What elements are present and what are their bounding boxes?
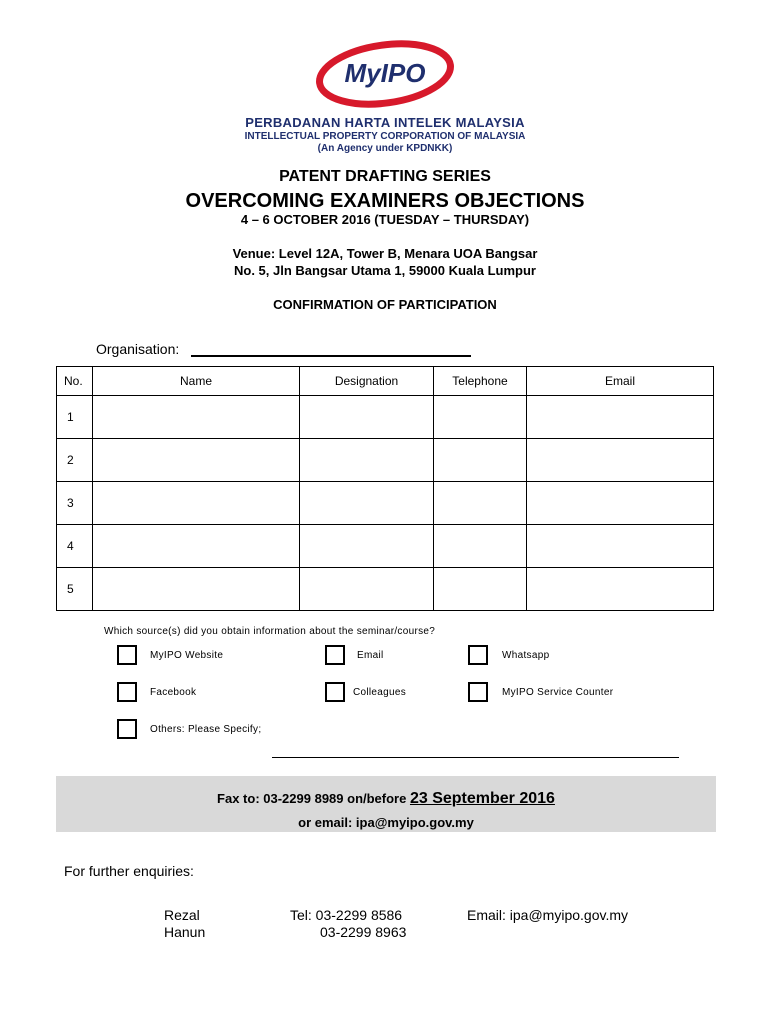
name-cell[interactable] — [93, 439, 300, 482]
designation-cell[interactable] — [300, 439, 434, 482]
enquiries-label: For further enquiries: — [64, 863, 194, 879]
table-row — [57, 568, 714, 611]
fax-prefix: Fax to: 03-2299 8989 on/before — [217, 791, 410, 806]
telephone-cell[interactable] — [434, 525, 527, 568]
telephone-cell[interactable] — [434, 568, 527, 611]
option-label-whatsapp: Whatsapp — [502, 650, 550, 661]
myipo-logo — [310, 38, 460, 113]
venue-line-1: Venue: Level 12A, Tower B, Menara UOA Bangsar — [232, 246, 538, 261]
designation-cell[interactable] — [300, 568, 434, 611]
col-header-no: No. — [57, 367, 93, 396]
name-cell[interactable] — [93, 525, 300, 568]
row-number: 3 — [57, 482, 93, 525]
organisation-field[interactable] — [191, 355, 471, 357]
option-label-myipo-website: MyIPO Website — [150, 650, 224, 661]
checkbox-myipo-website[interactable] — [117, 645, 137, 665]
event-dates: 4 – 6 OCTOBER 2016 (TUESDAY – THURSDAY) — [240, 212, 530, 227]
option-label-email: Email — [357, 650, 384, 661]
checkbox-whatsapp[interactable] — [468, 645, 488, 665]
agency-note: (An Agency under KPDNKK) — [317, 143, 453, 154]
email-cell[interactable] — [527, 525, 714, 568]
fax-email-line: or email: ipa@myipo.gov.my — [298, 815, 474, 830]
col-header-telephone: Telephone — [434, 367, 527, 396]
col-header-designation: Designation — [300, 367, 434, 396]
designation-cell[interactable] — [300, 482, 434, 525]
table-row — [57, 396, 714, 439]
venue-line-2: No. 5, Jln Bangsar Utama 1, 59000 Kuala Lumpur — [234, 263, 536, 278]
contact-name-2: Hanun — [164, 924, 206, 940]
option-label-others: Others: Please Specify; — [150, 724, 262, 735]
organisation-label: Organisation: — [96, 341, 180, 357]
row-number: 4 — [57, 525, 93, 568]
contact-tel-1: Tel: 03-2299 8586 — [290, 907, 403, 923]
email-cell[interactable] — [527, 396, 714, 439]
email-cell[interactable] — [527, 482, 714, 525]
contact-name-1: Rezal — [164, 907, 200, 923]
checkbox-others[interactable] — [117, 719, 137, 739]
name-cell[interactable] — [93, 568, 300, 611]
svg-text:MyIPO: MyIPO — [344, 58, 426, 88]
row-number: 5 — [57, 568, 93, 611]
table-row — [57, 439, 714, 482]
form-title: CONFIRMATION OF PARTICIPATION — [273, 297, 497, 312]
telephone-cell[interactable] — [434, 482, 527, 525]
fax-line — [56, 790, 716, 808]
telephone-cell[interactable] — [434, 396, 527, 439]
contact-email: Email: ipa@myipo.gov.my — [467, 907, 628, 923]
option-label-facebook: Facebook — [150, 687, 197, 698]
checkbox-myipo-service-counter[interactable] — [468, 682, 488, 702]
name-cell[interactable] — [93, 482, 300, 525]
others-specify-field[interactable] — [272, 757, 679, 758]
checkbox-email[interactable] — [325, 645, 345, 665]
name-cell[interactable] — [93, 396, 300, 439]
email-cell[interactable] — [527, 568, 714, 611]
table-row — [57, 525, 714, 568]
row-number: 1 — [57, 396, 93, 439]
designation-cell[interactable] — [300, 396, 434, 439]
contact-tel-2: 03-2299 8963 — [320, 924, 407, 940]
designation-cell[interactable] — [300, 525, 434, 568]
source-question: Which source(s) did you obtain information about the seminar/course? — [104, 626, 436, 637]
table-header-row — [57, 367, 714, 396]
fax-deadline: 23 September 2016 — [409, 790, 555, 807]
series-title: PATENT DRAFTING SERIES — [279, 168, 491, 185]
telephone-cell[interactable] — [434, 439, 527, 482]
checkbox-facebook[interactable] — [117, 682, 137, 702]
org-name: PERBADANAN HARTA INTELEK MALAYSIA — [245, 115, 525, 130]
page-title: OVERCOMING EXAMINERS OBJECTIONS — [185, 190, 585, 212]
col-header-name: Name — [93, 367, 300, 396]
option-label-colleagues: Colleagues — [353, 687, 407, 698]
table-row — [57, 482, 714, 525]
participant-table — [56, 366, 714, 611]
row-number: 2 — [57, 439, 93, 482]
option-label-myipo-service-counter: MyIPO Service Counter — [502, 687, 614, 698]
checkbox-colleagues[interactable] — [325, 682, 345, 702]
email-cell[interactable] — [527, 439, 714, 482]
org-name-english: INTELLECTUAL PROPERTY CORPORATION OF MALAYSIA — [244, 131, 526, 142]
col-header-email: Email — [527, 367, 714, 396]
